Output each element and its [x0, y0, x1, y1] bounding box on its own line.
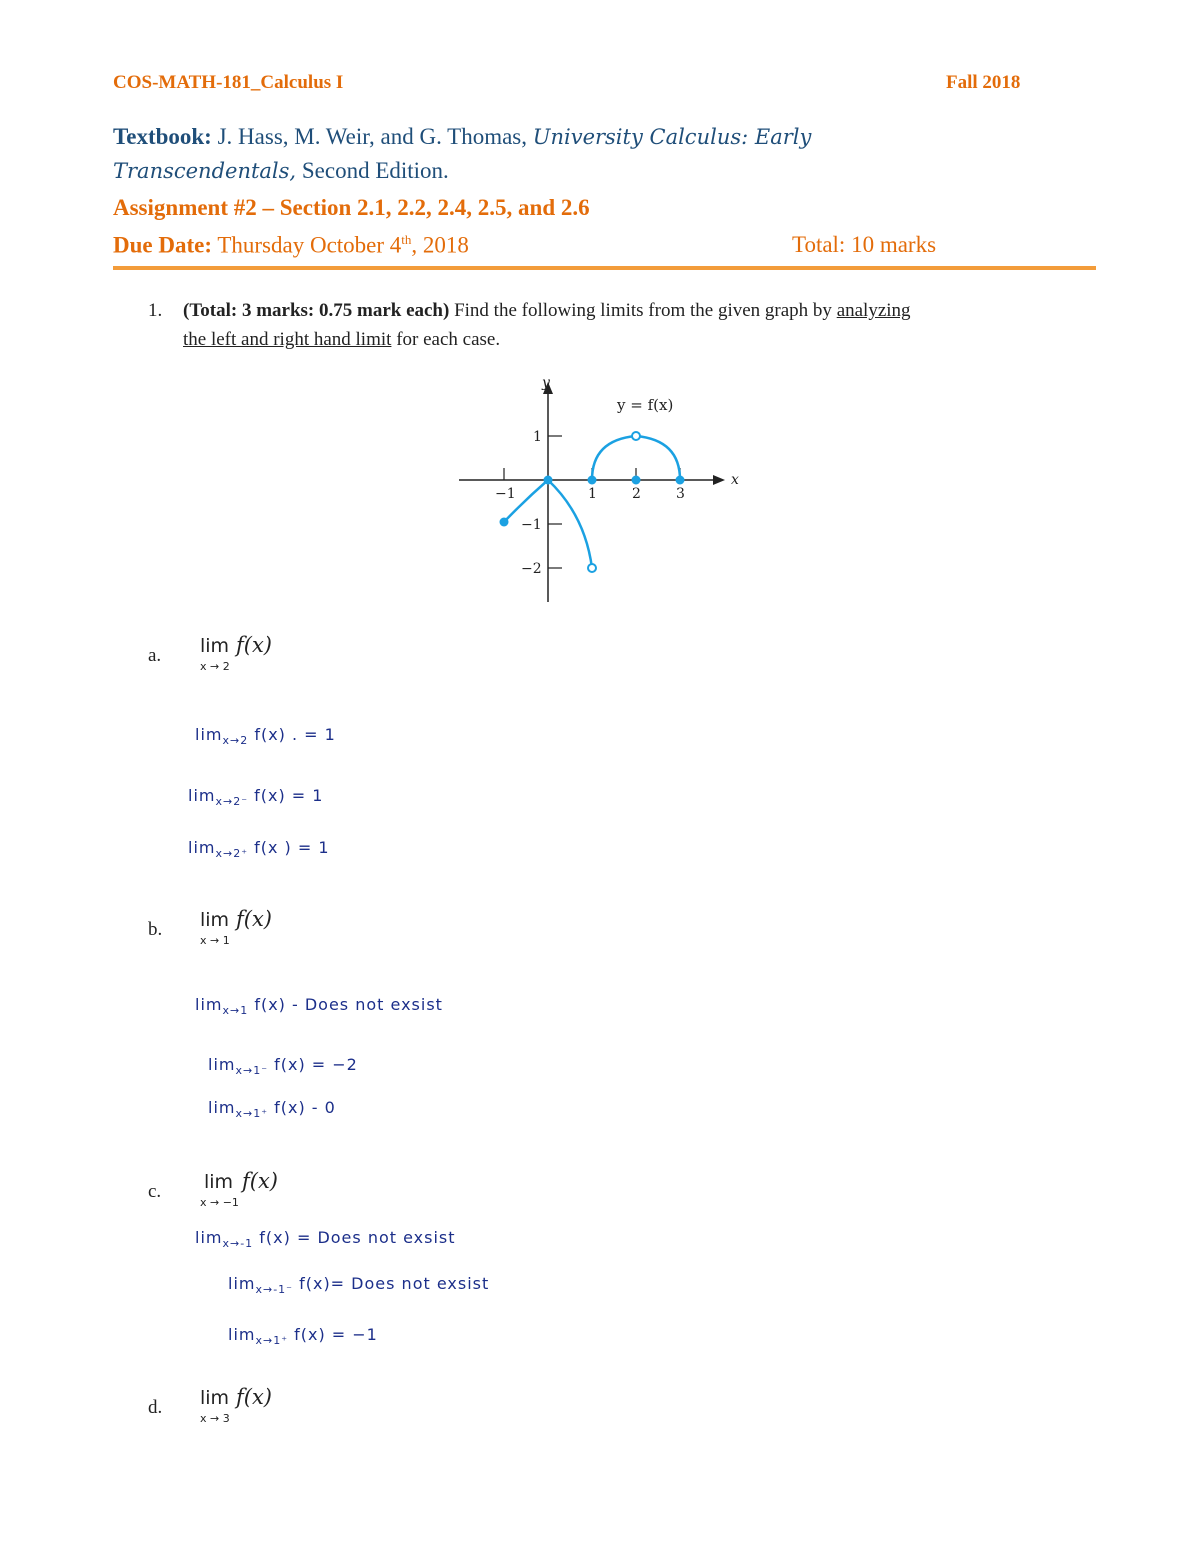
total-marks: Total: 10 marks — [792, 232, 937, 257]
x-axis-arrow-icon — [713, 475, 725, 485]
question-underline-a: analyzing — [836, 300, 911, 321]
x-tick-label: 3 — [676, 486, 685, 502]
y-tick-label: 1 — [533, 429, 542, 445]
open-point — [632, 432, 640, 440]
limit-function: f(x) — [242, 1169, 279, 1193]
closed-point — [500, 518, 509, 527]
answer-c-2: $\lim_{x\to-1^-} f(x)=$ Does not exsist — [228, 1274, 490, 1297]
limit-subscript: x → 3 — [200, 1412, 230, 1425]
textbook-line-1 — [113, 124, 811, 150]
textbook-line-2 — [113, 158, 449, 184]
answer-b-2: $\lim_{x\to 1^-} f(x) = -2$ — [208, 1055, 358, 1078]
textbook-title-part1: University Calculus: Early — [532, 125, 812, 149]
answer-a-1: $\lim_{x\to 2} f(x)$ . = 1 — [195, 725, 336, 748]
answer-c-1: $\lim_{x\to-1} f(x)$ = Does not exsist — [195, 1228, 456, 1251]
limit-word: lim — [200, 909, 230, 931]
textbook-title-part2: Transcendentals, — [113, 159, 297, 183]
limit-subscript: x → 2 — [200, 660, 230, 673]
closed-point — [632, 476, 641, 485]
question-underline-b: the left and right hand limit — [183, 329, 392, 350]
course-title: COS-MATH-181_Calculus I — [113, 72, 344, 93]
y-tick-label: −1 — [521, 517, 542, 533]
limit-function: f(x) — [236, 907, 273, 931]
due-year: , 2018 — [411, 232, 469, 258]
part-letter: b. — [148, 919, 163, 940]
term-label: Fall 2018 — [946, 72, 1021, 93]
answer-a-2: $\lim_{x\to 2^-} f(x) = 1$ — [188, 786, 324, 809]
answer-a-3: $\lim_{x\to 2^+} f(x$ ) = 1 — [188, 838, 330, 861]
textbook-edition: Second Edition. — [301, 158, 449, 183]
closed-point — [676, 476, 685, 485]
question-line-1 — [183, 300, 911, 322]
x-tick-label: −1 — [495, 486, 516, 502]
limit-word: lim — [204, 1171, 234, 1193]
due-date — [113, 232, 469, 259]
limit-subscript: x → 1 — [200, 934, 230, 947]
y-tick-label: −2 — [521, 561, 542, 577]
due-sup: th — [401, 232, 412, 247]
x-axis-label: x — [731, 472, 739, 488]
part-letter: c. — [148, 1181, 162, 1202]
due-text: Thursday October 4 — [217, 232, 402, 258]
textbook-authors: J. Hass, M. Weir, and G. Thomas, — [217, 124, 528, 149]
question-line-2 — [183, 329, 500, 351]
closed-point — [588, 476, 597, 485]
part-letter: a. — [148, 645, 162, 666]
limit-word: lim — [200, 635, 230, 657]
assignment-title: Assignment #2 – Section 2.1, 2.2, 2.4, 2.5, and 2.6 — [113, 195, 590, 220]
x-tick-label: 2 — [632, 486, 641, 502]
question-marks: (Total: 3 marks: 0.75 mark each) — [183, 300, 450, 321]
header-divider — [113, 266, 1096, 270]
due-label: Due Date: — [113, 232, 212, 258]
open-point — [588, 564, 596, 572]
answer-c-3: $\lim_{x\to 1^+} f(x) = -1$ — [228, 1325, 378, 1348]
limit-function: f(x) — [236, 633, 273, 657]
textbook-label: Textbook: — [113, 124, 212, 149]
answer-b-1: $\lim_{x\to 1} f(x)$ - Does not exsist — [195, 995, 443, 1018]
limit-function: f(x) — [236, 1385, 273, 1409]
x-tick-label: 1 — [588, 486, 597, 502]
question-number: 1. — [148, 300, 163, 321]
answer-b-3: $\lim_{x\to 1^+} f(x) - 0$ — [208, 1098, 336, 1121]
closed-point — [544, 476, 553, 485]
function-label: y = f(x) — [617, 396, 674, 414]
limit-word: lim — [200, 1387, 230, 1409]
limit-subscript: x → −1 — [200, 1196, 239, 1209]
part-letter: d. — [148, 1397, 163, 1418]
question-text-a: Find the following limits from the given graph by — [454, 300, 832, 321]
function-graph — [455, 370, 755, 610]
y-axis-label: y — [542, 375, 550, 391]
question-text-b: for each case. — [396, 329, 501, 350]
